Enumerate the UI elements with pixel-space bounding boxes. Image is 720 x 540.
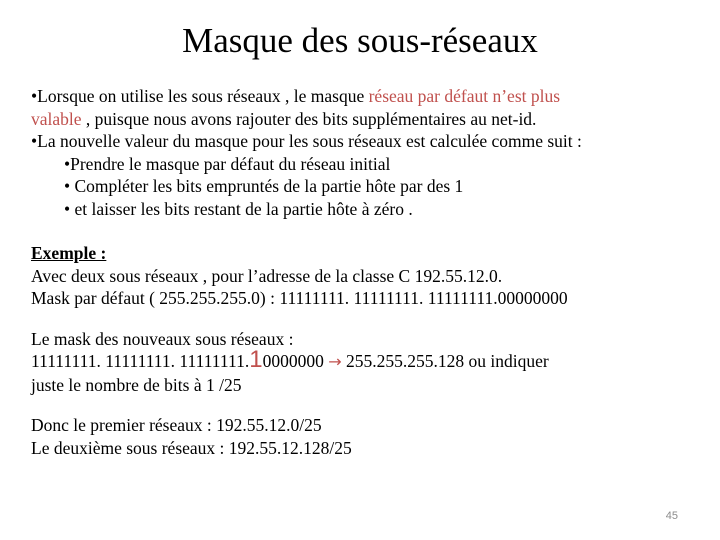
bullet-1-line-1	[31, 85, 701, 108]
bullet-1-highlight-b: valable	[31, 108, 82, 129]
bullet-1-text: •Lorsque on utilise les sous réseaux , le masque	[31, 86, 369, 106]
example-mask-line	[31, 346, 701, 374]
bullet-1-line-2	[31, 108, 701, 131]
example-line-3: Le mask des nouveaux sous réseaux :	[31, 328, 294, 349]
sub-bullet-3: • et laisser les bits restant de la partie hôte à zéro .	[64, 198, 413, 219]
page-number: 45	[665, 510, 678, 522]
example-line-1: Avec deux sous réseaux , pour l’adresse de la classe C 192.55.12.0.	[31, 265, 503, 286]
example-line-7: Le deuxième sous réseaux : 192.55.12.128/25	[31, 437, 352, 458]
bullet-2: •La nouvelle valeur du masque pour les sous réseaux est calculée comme suit :	[31, 131, 582, 151]
mask-borrowed-bit: 1	[249, 346, 263, 373]
example-heading: Exemple :	[31, 243, 107, 263]
bullet-1-suffix: , puisque nous avons rajouter des bits supplémentaires au net-id.	[81, 108, 537, 129]
slide-body	[31, 85, 701, 459]
example-line-5: juste le nombre de bits à 1 /25	[31, 374, 242, 395]
spacer	[31, 220, 701, 242]
bullet-1-highlight-a: réseau par défaut n’est plus	[368, 86, 561, 106]
example-line-2: Mask par défaut ( 255.255.255.0) : 11111111. 11111111. 11111111.00000000	[31, 288, 568, 308]
sub-bullet-2: • Compléter les bits empruntés de la partie hôte par des 1	[64, 176, 464, 196]
mask-result: 255.255.255.128 ou indiquer	[341, 351, 549, 371]
mask-rest: 0000000	[262, 351, 329, 371]
slide-title: Masque des sous-réseaux	[182, 21, 538, 60]
spacer	[31, 396, 701, 414]
sub-bullet-1: •Prendre le masque par défaut du réseau initial	[64, 153, 391, 174]
example-line-6: Donc le premier réseaux : 192.55.12.0/25	[31, 415, 322, 435]
right-arrow-icon: →	[328, 352, 342, 371]
spacer	[31, 310, 701, 328]
mask-prefix: 11111111. 11111111. 11111111.	[31, 351, 250, 371]
